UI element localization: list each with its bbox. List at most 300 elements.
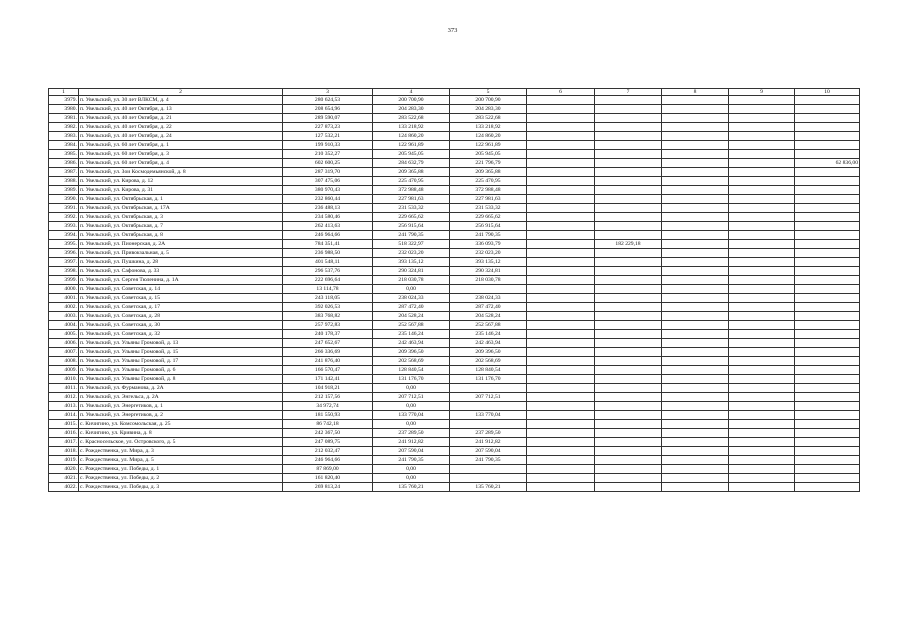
value-cell-col5: 252 567,88 (450, 321, 527, 330)
row-number-cell: 4020. (49, 465, 79, 474)
value-cell-col9 (729, 123, 795, 132)
value-cell-col3: 242 367,50 (283, 429, 373, 438)
value-cell-col8 (662, 195, 729, 204)
value-cell-col9 (729, 150, 795, 159)
value-cell-col5: 207 712,51 (450, 393, 527, 402)
value-cell-col4: 204 528,24 (373, 312, 450, 321)
value-cell-col3: 296 537,76 (283, 267, 373, 276)
value-cell-col9 (729, 357, 795, 366)
address-cell: п. Увельский, ул. Привокзальная, д. 5 (79, 249, 283, 258)
value-cell-col6 (527, 231, 595, 240)
table-row (49, 168, 860, 177)
value-cell-col5: 227 981,63 (450, 195, 527, 204)
value-cell-col6 (527, 195, 595, 204)
value-cell-col10 (795, 411, 860, 420)
value-cell-col5: 133 770,04 (450, 411, 527, 420)
table-row (49, 321, 860, 330)
address-cell: п. Увельский, ул. Ульяны Громовой, д. 15 (79, 348, 283, 357)
value-cell-col6 (527, 294, 595, 303)
value-cell-col9 (729, 267, 795, 276)
address-cell: п. Увельский, ул. Октябрьская, д. 3 (79, 213, 283, 222)
value-cell-col3: 34 972,74 (283, 402, 373, 411)
address-cell: п. Увельский, ул. 40 лет Октября, д. 22 (79, 123, 283, 132)
value-cell-col6 (527, 456, 595, 465)
value-cell-col5: 235 146,24 (450, 330, 527, 339)
table-row (49, 213, 860, 222)
value-cell-col8 (662, 159, 729, 168)
value-cell-col6 (527, 267, 595, 276)
value-cell-col7 (595, 321, 662, 330)
value-cell-col3: 240 178,37 (283, 330, 373, 339)
value-cell-col8 (662, 276, 729, 285)
value-cell-col5: 336 093,79 (450, 240, 527, 249)
value-cell-col5: 205 945,05 (450, 150, 527, 159)
row-number-cell: 3989. (49, 186, 79, 195)
value-cell-col5: 241 790,35 (450, 456, 527, 465)
column-header: 3 (283, 89, 373, 96)
table-row (49, 465, 860, 474)
address-cell: с. Рождественка, ул. Победы, д. 1 (79, 465, 283, 474)
value-cell-col5: 218 030,78 (450, 276, 527, 285)
value-cell-col8 (662, 285, 729, 294)
value-cell-col10 (795, 186, 860, 195)
table-row (49, 267, 860, 276)
address-cell: п. Увельский, ул. Советская, д. 32 (79, 330, 283, 339)
value-cell-col4: 128 840,54 (373, 366, 450, 375)
table-row (49, 303, 860, 312)
value-cell-col10 (795, 258, 860, 267)
address-cell: п. Увельский, ул. 30 лет ВЛКСМ, д. 4 (79, 96, 283, 105)
value-cell-col6 (527, 249, 595, 258)
value-cell-col9 (729, 168, 795, 177)
address-cell: п. Увельский, ул. 40 лет Октября, д. 24 (79, 132, 283, 141)
value-cell-col8 (662, 204, 729, 213)
column-header: 5 (450, 89, 527, 96)
column-header: 10 (795, 89, 860, 96)
table-header-row (49, 89, 860, 96)
address-cell: п. Увельский, ул. Ульяны Громовой, д. 13 (79, 339, 283, 348)
value-cell-col5 (450, 384, 527, 393)
value-cell-col5: 241 790,35 (450, 231, 527, 240)
value-cell-col8 (662, 213, 729, 222)
value-cell-col4: 0,00 (373, 384, 450, 393)
row-number-cell: 3997. (49, 258, 79, 267)
value-cell-col9 (729, 483, 795, 492)
value-cell-col7 (595, 402, 662, 411)
table-row (49, 285, 860, 294)
value-cell-col10 (795, 231, 860, 240)
value-cell-col7 (595, 231, 662, 240)
value-cell-col7 (595, 393, 662, 402)
address-cell: п. Увельский, ул. Ульяны Громовой, д. 17 (79, 357, 283, 366)
value-cell-col5: 200 700,90 (450, 96, 527, 105)
value-cell-col3: 87 869,00 (283, 465, 373, 474)
table-row (49, 357, 860, 366)
value-cell-col4: 287 472,40 (373, 303, 450, 312)
value-cell-col4: 235 146,24 (373, 330, 450, 339)
value-cell-col7 (595, 186, 662, 195)
row-number-cell: 4022. (49, 483, 79, 492)
value-cell-col9 (729, 438, 795, 447)
value-cell-col5: 287 472,40 (450, 303, 527, 312)
value-cell-col4: 290 324,81 (373, 267, 450, 276)
address-cell: п. Увельский, ул. Октябрьская, д. 1 (79, 195, 283, 204)
table-row (49, 312, 860, 321)
value-cell-col9 (729, 231, 795, 240)
value-cell-col4: 124 860,20 (373, 132, 450, 141)
address-cell: п. Увельский, ул. Советская, д. 28 (79, 312, 283, 321)
value-cell-col5 (450, 285, 527, 294)
row-number-cell: 4019. (49, 456, 79, 465)
value-cell-col9 (729, 420, 795, 429)
value-cell-col7 (595, 339, 662, 348)
value-cell-col3: 166 570,47 (283, 366, 373, 375)
value-cell-col6 (527, 474, 595, 483)
value-cell-col7 (595, 213, 662, 222)
value-cell-col4: 209 396,50 (373, 348, 450, 357)
value-cell-col3: 212 032,47 (283, 447, 373, 456)
value-cell-col3: 241 876,40 (283, 357, 373, 366)
value-cell-col5: 229 665,62 (450, 213, 527, 222)
value-cell-col7: 182 229,18 (595, 240, 662, 249)
table-row (49, 132, 860, 141)
value-cell-col6 (527, 330, 595, 339)
value-cell-col4: 0,00 (373, 465, 450, 474)
value-cell-col5: 238 024,33 (450, 294, 527, 303)
value-cell-col10 (795, 105, 860, 114)
value-cell-col7 (595, 465, 662, 474)
row-number-cell: 4001. (49, 294, 79, 303)
row-number-cell: 4018. (49, 447, 79, 456)
address-cell: п. Увельский, ул. Пушкина, д. 28 (79, 258, 283, 267)
value-cell-col5: 128 840,54 (450, 366, 527, 375)
row-number-cell: 4014. (49, 411, 79, 420)
value-cell-col10 (795, 447, 860, 456)
row-number-cell: 4015. (49, 420, 79, 429)
value-cell-col5: 204 528,24 (450, 312, 527, 321)
value-cell-col7 (595, 204, 662, 213)
value-cell-col6 (527, 303, 595, 312)
value-cell-col8 (662, 429, 729, 438)
value-cell-col6 (527, 348, 595, 357)
address-cell: п. Увельский, ул. Октябрьская, д. 17А (79, 204, 283, 213)
value-cell-col4: 204 283,30 (373, 105, 450, 114)
value-cell-col5: 124 860,20 (450, 132, 527, 141)
value-cell-col3: 289 590,07 (283, 114, 373, 123)
value-cell-col5: 232 023,20 (450, 249, 527, 258)
value-cell-col3: 181 550,93 (283, 411, 373, 420)
value-cell-col10 (795, 285, 860, 294)
table-row (49, 330, 860, 339)
value-cell-col8 (662, 303, 729, 312)
value-cell-col10 (795, 132, 860, 141)
value-cell-col7 (595, 483, 662, 492)
table-row (49, 447, 860, 456)
column-header: 8 (662, 89, 729, 96)
value-cell-col4: 207 712,51 (373, 393, 450, 402)
value-cell-col10 (795, 240, 860, 249)
value-cell-col8 (662, 402, 729, 411)
row-number-cell: 4009. (49, 366, 79, 375)
value-cell-col6 (527, 339, 595, 348)
row-number-cell: 3990. (49, 195, 79, 204)
value-cell-col7 (595, 141, 662, 150)
value-cell-col4: 0,00 (373, 474, 450, 483)
value-cell-col10 (795, 393, 860, 402)
value-cell-col9 (729, 132, 795, 141)
value-cell-col9 (729, 159, 795, 168)
value-cell-col5: 202 568,69 (450, 357, 527, 366)
value-cell-col7 (595, 438, 662, 447)
value-cell-col6 (527, 429, 595, 438)
value-cell-col8 (662, 312, 729, 321)
row-number-cell: 4002. (49, 303, 79, 312)
value-cell-col8 (662, 456, 729, 465)
table-row (49, 402, 860, 411)
row-number-cell: 3979. (49, 96, 79, 105)
value-cell-col10 (795, 276, 860, 285)
value-cell-col3: 227 873,23 (283, 123, 373, 132)
value-cell-col9 (729, 276, 795, 285)
value-cell-col9 (729, 384, 795, 393)
value-cell-col3: 236 488,13 (283, 204, 373, 213)
row-number-cell: 3998. (49, 267, 79, 276)
address-cell: п. Увельский, ул. Советская, д. 17 (79, 303, 283, 312)
value-cell-col6 (527, 366, 595, 375)
value-cell-col3: 262 413,63 (283, 222, 373, 231)
value-cell-col7 (595, 150, 662, 159)
value-cell-col5: 237 289,50 (450, 429, 527, 438)
value-cell-col7 (595, 429, 662, 438)
value-cell-col7 (595, 366, 662, 375)
value-cell-col10 (795, 465, 860, 474)
value-cell-col10 (795, 177, 860, 186)
value-cell-col6 (527, 375, 595, 384)
address-cell: с. Рождественка, ул. Мира, д. 3 (79, 447, 283, 456)
value-cell-col4: 218 030,78 (373, 276, 450, 285)
value-cell-col9 (729, 447, 795, 456)
table-row (49, 294, 860, 303)
address-cell: п. Увельский, ул. Кирова, д. 31 (79, 186, 283, 195)
value-cell-col9 (729, 474, 795, 483)
address-cell: п. Увельский, ул. Советская, д. 30 (79, 321, 283, 330)
address-cell: п. Увельский, ул. Сергея Тюленина, д. 1А (79, 276, 283, 285)
value-cell-col6 (527, 393, 595, 402)
value-cell-col9 (729, 429, 795, 438)
table-row (49, 420, 860, 429)
value-cell-col5: 372 988,48 (450, 186, 527, 195)
page-number: 373 (447, 27, 458, 34)
value-cell-col6 (527, 114, 595, 123)
table-row (49, 231, 860, 240)
row-number-cell: 3999. (49, 276, 79, 285)
value-cell-col10: 62 836,00 (795, 159, 860, 168)
row-number-cell: 3993. (49, 222, 79, 231)
address-cell: п. Увельский, ул. Зои Космодемьянской, д. 8 (79, 168, 283, 177)
value-cell-col6 (527, 105, 595, 114)
value-cell-col8 (662, 330, 729, 339)
value-cell-col9 (729, 456, 795, 465)
address-cell: п. Увельский, ул. Октябрьская, д. 8 (79, 231, 283, 240)
value-cell-col8 (662, 357, 729, 366)
value-cell-col9 (729, 303, 795, 312)
table-row (49, 375, 860, 384)
value-cell-col3: 280 624,53 (283, 96, 373, 105)
value-cell-col5: 221 796,79 (450, 159, 527, 168)
column-header: 7 (595, 89, 662, 96)
value-cell-col7 (595, 195, 662, 204)
value-cell-col8 (662, 411, 729, 420)
address-cell: п. Увельский, ул. Пионерская, д. 2А (79, 240, 283, 249)
table-row (49, 411, 860, 420)
value-cell-col6 (527, 447, 595, 456)
value-cell-col4: 241 790,35 (373, 231, 450, 240)
value-cell-col8 (662, 348, 729, 357)
value-cell-col6 (527, 465, 595, 474)
value-cell-col3: 234 580,46 (283, 213, 373, 222)
table-row (49, 150, 860, 159)
row-number-cell: 4005. (49, 330, 79, 339)
value-cell-col3: 208 654,96 (283, 105, 373, 114)
row-number-cell: 4016. (49, 429, 79, 438)
address-cell: с. Рождественка, ул. Победы, д. 3 (79, 483, 283, 492)
table-row (49, 204, 860, 213)
value-cell-col5 (450, 420, 527, 429)
table-row (49, 474, 860, 483)
column-header: 1 (49, 89, 79, 96)
value-cell-col10 (795, 429, 860, 438)
value-cell-col6 (527, 240, 595, 249)
value-cell-col6 (527, 285, 595, 294)
row-number-cell: 4000. (49, 285, 79, 294)
value-cell-col4: 133 770,04 (373, 411, 450, 420)
value-cell-col6 (527, 258, 595, 267)
value-cell-col7 (595, 105, 662, 114)
row-number-cell: 4003. (49, 312, 79, 321)
value-cell-col4: 372 988,48 (373, 186, 450, 195)
row-number-cell: 3982. (49, 123, 79, 132)
row-number-cell: 3991. (49, 204, 79, 213)
value-cell-col4: 518 322,97 (373, 240, 450, 249)
value-cell-col6 (527, 177, 595, 186)
value-cell-col8 (662, 420, 729, 429)
value-cell-col10 (795, 249, 860, 258)
value-cell-col3: 127 532,21 (283, 132, 373, 141)
value-cell-col3: 232 860,44 (283, 195, 373, 204)
value-cell-col9 (729, 177, 795, 186)
value-cell-col8 (662, 393, 729, 402)
value-cell-col4: 231 533,32 (373, 204, 450, 213)
value-cell-col10 (795, 321, 860, 330)
value-cell-col5: 207 590,04 (450, 447, 527, 456)
value-cell-col10 (795, 150, 860, 159)
value-cell-col10 (795, 474, 860, 483)
row-number-cell: 4008. (49, 357, 79, 366)
table-row (49, 366, 860, 375)
column-header: 4 (373, 89, 450, 96)
address-cell: с. Кичигино, ул. Комсомольская, д. 25 (79, 420, 283, 429)
value-cell-col7 (595, 411, 662, 420)
value-cell-col7 (595, 375, 662, 384)
row-number-cell: 3985. (49, 150, 79, 159)
table-row (49, 186, 860, 195)
value-cell-col8 (662, 177, 729, 186)
value-cell-col6 (527, 150, 595, 159)
row-number-cell: 4006. (49, 339, 79, 348)
value-cell-col3: 383 768,82 (283, 312, 373, 321)
value-cell-col9 (729, 285, 795, 294)
value-cell-col8 (662, 375, 729, 384)
value-cell-col5: 131 176,70 (450, 375, 527, 384)
address-cell: с. Красносельское, ул. Островского, д. 5 (79, 438, 283, 447)
value-cell-col4: 284 632,79 (373, 159, 450, 168)
value-cell-col5 (450, 465, 527, 474)
value-cell-col4: 256 915,64 (373, 222, 450, 231)
value-cell-col9 (729, 222, 795, 231)
value-cell-col9 (729, 348, 795, 357)
table-row (49, 456, 860, 465)
value-cell-col6 (527, 204, 595, 213)
address-cell: п. Увельский, ул. Энергетиков, д. 1 (79, 402, 283, 411)
value-cell-col10 (795, 303, 860, 312)
value-cell-col9 (729, 294, 795, 303)
value-cell-col8 (662, 105, 729, 114)
value-cell-col8 (662, 186, 729, 195)
value-cell-col8 (662, 384, 729, 393)
value-cell-col8 (662, 150, 729, 159)
table-row (49, 159, 860, 168)
address-cell: п. Увельский, ул. Сафонова, д. 33 (79, 267, 283, 276)
value-cell-col6 (527, 222, 595, 231)
value-cell-col7 (595, 168, 662, 177)
row-number-cell: 3987. (49, 168, 79, 177)
value-cell-col5: 209 396,50 (450, 348, 527, 357)
value-cell-col8 (662, 483, 729, 492)
value-cell-col8 (662, 141, 729, 150)
address-cell: п. Увельский, ул. 40 лет Октября, д. 21 (79, 114, 283, 123)
value-cell-col7 (595, 330, 662, 339)
value-cell-col4: 241 790,35 (373, 456, 450, 465)
value-cell-col6 (527, 384, 595, 393)
table-row (49, 348, 860, 357)
value-cell-col3: 257 972,83 (283, 321, 373, 330)
table-row (49, 258, 860, 267)
value-cell-col3: 784 351,41 (283, 240, 373, 249)
value-cell-col4: 133 218,92 (373, 123, 450, 132)
row-number-cell: 4013. (49, 402, 79, 411)
value-cell-col9 (729, 213, 795, 222)
address-cell: п. Увельский, ул. 40 лет Октября, д. 13 (79, 105, 283, 114)
value-cell-col3: 602 600,25 (283, 159, 373, 168)
value-cell-col5: 290 324,81 (450, 267, 527, 276)
value-cell-col6 (527, 483, 595, 492)
value-cell-col9 (729, 411, 795, 420)
value-cell-col3: 266 336,69 (283, 348, 373, 357)
table-row (49, 276, 860, 285)
row-number-cell: 4012. (49, 393, 79, 402)
value-cell-col5 (450, 402, 527, 411)
value-cell-col10 (795, 438, 860, 447)
value-cell-col10 (795, 141, 860, 150)
table-row (49, 114, 860, 123)
value-cell-col5: 242 463,94 (450, 339, 527, 348)
value-cell-col3: 247 652,67 (283, 339, 373, 348)
value-cell-col5: 231 533,32 (450, 204, 527, 213)
value-cell-col6 (527, 186, 595, 195)
value-cell-col4: 202 568,69 (373, 357, 450, 366)
value-cell-col5: 283 522,68 (450, 114, 527, 123)
value-cell-col8 (662, 132, 729, 141)
